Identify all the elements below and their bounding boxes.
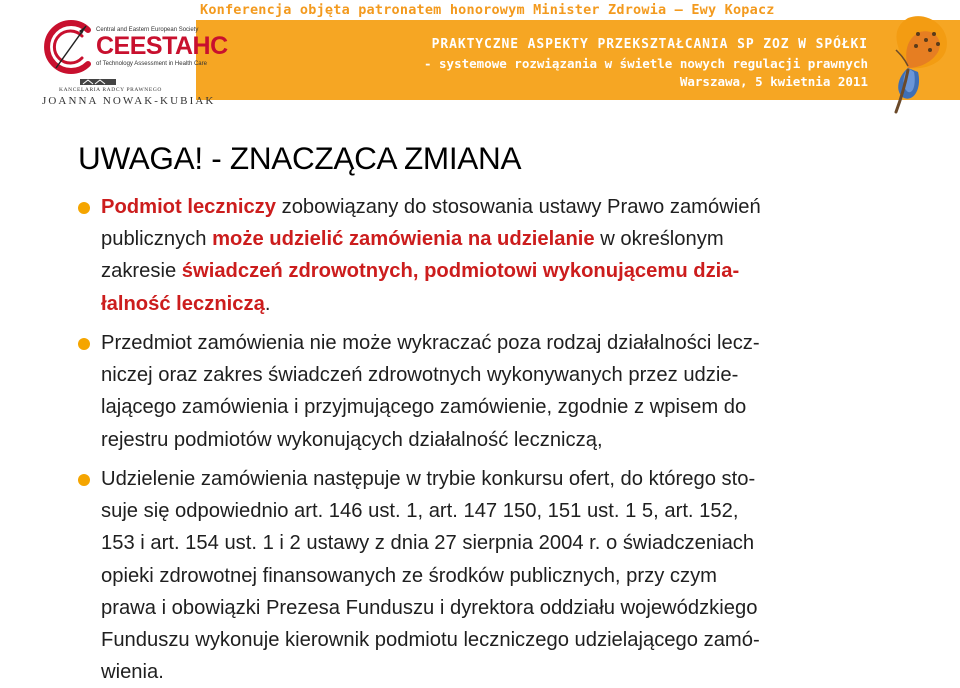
- bullet-line: [101, 592, 760, 624]
- body-text: opieki zdrowotnej finansowanych ze środków publicznych, przy czym: [101, 564, 717, 587]
- body-text: publicznych: [101, 228, 213, 251]
- ceestahc-wordmark: CEESTAHC: [96, 32, 228, 60]
- body-text: suje się odpowiednio art. 146 ust. 1, art. 147 150, 151 ust. 1 5, art. 152,: [101, 500, 739, 523]
- bullet-line: [101, 223, 761, 255]
- body-text: 153 i art. 154 ust. 1 i 2 ustawy z dnia 27 sierpnia 2004 r. o świadczeniach: [101, 532, 755, 555]
- bullet-text: [101, 327, 760, 456]
- patronage-bar: [0, 0, 960, 20]
- kancelaria-name: JOANNA NOWAK-KUBIAK: [42, 95, 216, 107]
- conference-place-date: Warszawa, 5 kwietnia 2011: [679, 74, 868, 89]
- kancelaria-label: KANCELARIA RADCY PRAWNEGO: [59, 87, 162, 93]
- highlighted-text: może udzielić zamówienia na udzielanie: [212, 228, 595, 251]
- body-text: .: [264, 292, 271, 315]
- bullet-dot-icon: [78, 338, 90, 350]
- bullet-text: [101, 463, 760, 688]
- ceestahc-logo-icon: [42, 18, 96, 76]
- bullet-line: [101, 288, 761, 320]
- butterfly-icon: [868, 10, 958, 116]
- bullet-line: [101, 495, 760, 527]
- bullet-line: [101, 656, 760, 688]
- bullet-line: [101, 624, 760, 656]
- body-text: rejestru podmiotów wykonujących działalność leczniczą,: [101, 428, 603, 451]
- bullet-line: [101, 424, 760, 456]
- bullet-line: [101, 463, 760, 495]
- body-text: niczej oraz zakres świadczeń zdrowotnych wykonywanych przez udzie-: [101, 364, 739, 387]
- slide-title: UWAGA! - ZNACZĄCA ZMIANA: [78, 140, 522, 176]
- bullet-line: [101, 391, 760, 423]
- body-text: w określonym: [594, 228, 724, 251]
- bullet-dot-icon: [78, 474, 90, 486]
- conference-title: PRAKTYCZNE ASPEKTY PRZEKSZTAŁCANIA SP ZOZ W SPÓŁKI: [431, 37, 868, 52]
- body-text: Przedmiot zamówienia nie może wykraczać poza rodzaj działalności lecz-: [101, 332, 760, 354]
- body-text: zobowiązany do stosowania ustawy Prawo zamówień: [276, 196, 761, 218]
- kancelaria-logo-icon: [80, 79, 116, 85]
- bullet-line: [101, 191, 761, 223]
- highlighted-text: łalność leczniczą: [101, 292, 265, 315]
- bullet-line: [101, 359, 760, 391]
- body-text: zakresie: [101, 260, 182, 283]
- ceestahc-society: Central and Eastern European Society: [96, 27, 199, 33]
- bullet-line: [101, 327, 760, 359]
- bullet-line: [101, 560, 760, 592]
- patronage-text: Konferencja objęta patronatem honorowym Minister Zdrowia – Ewy Kopacz: [200, 2, 775, 18]
- highlighted-text: Podmiot leczniczy: [101, 196, 276, 218]
- bullet-line: [101, 255, 761, 287]
- body-text: prawa i obowiązki Prezesa Funduszu i dyrektora oddziału wojewódzkiego: [101, 596, 758, 619]
- body-text: wienia.: [101, 661, 164, 684]
- body-text: Udzielenie zamówienia następuje w trybie konkursu ofert, do którego sto-: [101, 468, 756, 490]
- conference-subtitle: - systemowe rozwiązania w świetle nowych regulacji prawnych: [423, 56, 868, 71]
- bullet-text: [101, 191, 761, 320]
- highlighted-text: świadczeń zdrowotnych, podmiotowi wykonującemu dzia-: [181, 260, 740, 283]
- body-text: lającego zamówienia i przyjmującego zamówienie, zgodnie z wpisem do: [101, 396, 747, 419]
- body-text: Funduszu wykonuje kierownik podmiotu leczniczego udzielającego zamó-: [101, 628, 760, 651]
- bullet-line: [101, 527, 760, 559]
- ceestahc-tagline: of Technology Assessment in Health Care: [96, 61, 207, 67]
- bullet-dot-icon: [78, 202, 90, 214]
